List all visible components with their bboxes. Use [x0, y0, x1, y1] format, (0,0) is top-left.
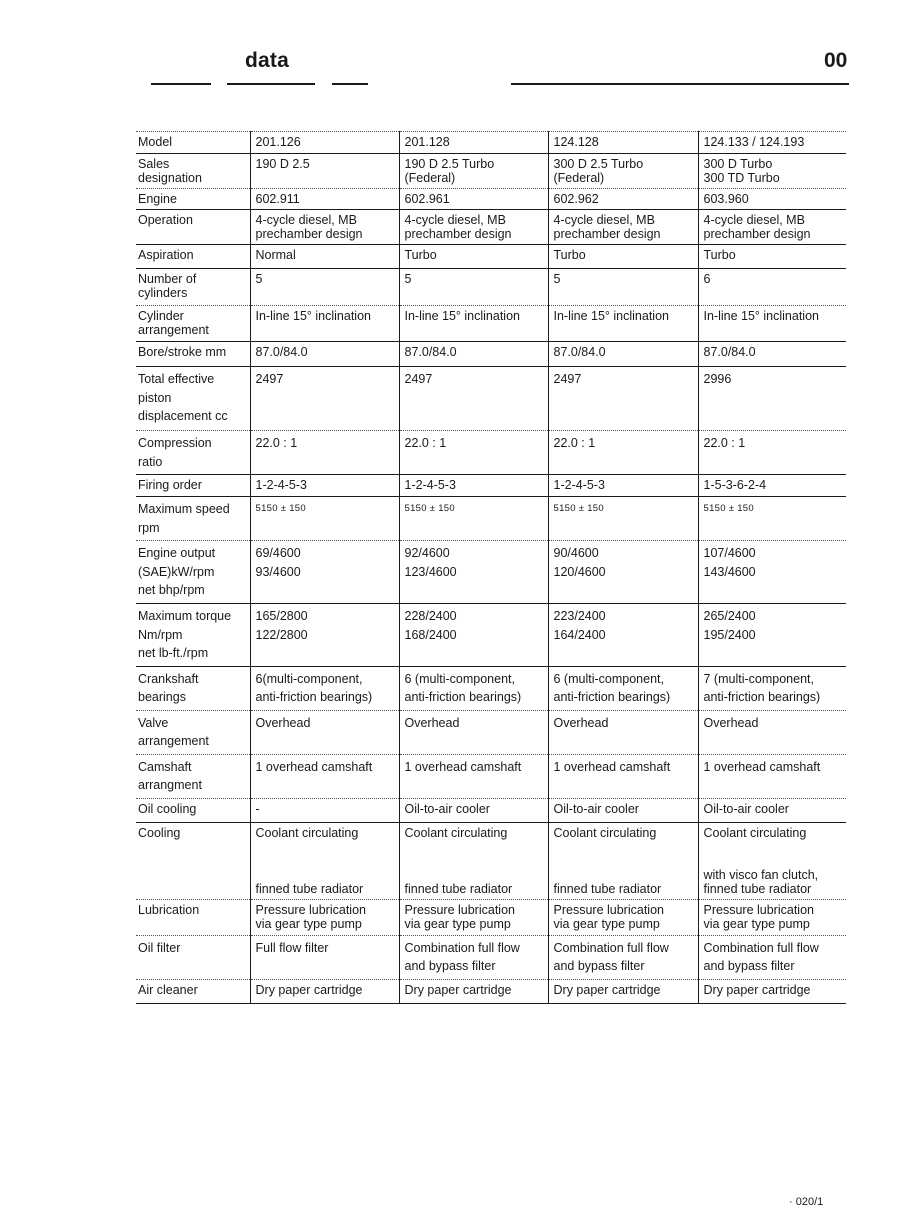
table-cell: 5150 ± 150 [548, 497, 698, 541]
table-cell: Coolant circulating finned tube radiator [399, 822, 548, 899]
table-cell: 107/4600 143/4600 [698, 541, 846, 604]
table-cell: Combination full flow and bypass filter [698, 935, 846, 979]
engine-spec-table [136, 131, 846, 1004]
column-header-124-133: 124.133 / 124.193 [698, 132, 846, 154]
table-cell: 603.960 [698, 189, 846, 210]
table-cell: 1 overhead camshaft [399, 754, 548, 798]
table-cell: 92/4600 123/4600 [399, 541, 548, 604]
table-row [136, 189, 846, 210]
table-cell: 265/2400 195/2400 [698, 604, 846, 667]
table-row [136, 666, 846, 710]
table-cell: 87.0/84.0 [250, 342, 399, 367]
column-header-model: Model [136, 132, 250, 154]
table-cell: - [250, 798, 399, 822]
table-cell: 2996 [698, 367, 846, 431]
table-row [136, 269, 846, 306]
table-cell: Pressure lubrication via gear type pump [698, 899, 846, 935]
table-cell: 165/2800 122/2800 [250, 604, 399, 667]
table-cell: 87.0/84.0 [698, 342, 846, 367]
table-cell: Coolant circulating with visco fan clutch, finned tube radiator [698, 822, 846, 899]
table-cell: Pressure lubrication via gear type pump [548, 899, 698, 935]
table-cell: 5 [548, 269, 698, 306]
row-label: Operation [136, 210, 250, 245]
table-cell: 190 D 2.5 Turbo (Federal) [399, 154, 548, 189]
table-cell: 4-cycle diesel, MB prechamber design [698, 210, 846, 245]
table-cell: 22.0 : 1 [250, 431, 399, 475]
table-row [136, 497, 846, 541]
table-cell: Overhead [250, 710, 399, 754]
row-label: Valve arrangement [136, 710, 250, 754]
header-rule [332, 83, 368, 85]
table-row [136, 604, 846, 667]
table-cell: 22.0 : 1 [548, 431, 698, 475]
table-row [136, 431, 846, 475]
row-label: Cooling [136, 822, 250, 899]
table-cell: 22.0 : 1 [399, 431, 548, 475]
table-cell: Dry paper cartridge [399, 979, 548, 1003]
table-cell: Oil-to-air cooler [399, 798, 548, 822]
row-label: Lubrication [136, 899, 250, 935]
header-rule [227, 83, 315, 85]
table-row [136, 541, 846, 604]
table-cell: 4-cycle diesel, MB prechamber design [250, 210, 399, 245]
table-row [136, 798, 846, 822]
table-cell: 602.961 [399, 189, 548, 210]
row-label: Oil filter [136, 935, 250, 979]
table-cell: 87.0/84.0 [548, 342, 698, 367]
table-row [136, 342, 846, 367]
table-row [136, 935, 846, 979]
table-cell: 4-cycle diesel, MB prechamber design [399, 210, 548, 245]
table-cell: 190 D 2.5 [250, 154, 399, 189]
table-row [136, 154, 846, 189]
table-cell: 1-5-3-6-2-4 [698, 475, 846, 497]
table-row [136, 367, 846, 431]
table-cell: 2497 [399, 367, 548, 431]
row-label: Firing order [136, 475, 250, 497]
table-cell: 6 [698, 269, 846, 306]
row-label: Maximum torque Nm/rpm net lb-ft./rpm [136, 604, 250, 667]
table-cell: 5 [399, 269, 548, 306]
column-header-201-128: 201.128 [399, 132, 548, 154]
table-cell: Coolant circulating finned tube radiator [548, 822, 698, 899]
table-cell: Normal [250, 245, 399, 269]
table-cell: Pressure lubrication via gear type pump [399, 899, 548, 935]
table-cell: Overhead [548, 710, 698, 754]
table-cell: Turbo [548, 245, 698, 269]
table-cell: 90/4600 120/4600 [548, 541, 698, 604]
row-label: Engine [136, 189, 250, 210]
table-row [136, 979, 846, 1003]
table-cell: 5 [250, 269, 399, 306]
row-label: Number of cylinders [136, 269, 250, 306]
section-number: 00 [824, 49, 848, 72]
table-cell: 300 D Turbo 300 TD Turbo [698, 154, 846, 189]
table-cell: In-line 15° inclination [399, 306, 548, 342]
page-heading: data [245, 49, 289, 72]
row-label: Engine output (SAE)kW/rpm net bhp/rpm [136, 541, 250, 604]
table-cell: Dry paper cartridge [548, 979, 698, 1003]
row-label: Compression ratio [136, 431, 250, 475]
table-cell: 2497 [250, 367, 399, 431]
table-cell: Oil-to-air cooler [548, 798, 698, 822]
table-header-row [136, 132, 846, 154]
table-cell: 7 (multi-component, anti-friction bearings) [698, 666, 846, 710]
header-rule [151, 83, 211, 85]
table-cell: Overhead [698, 710, 846, 754]
row-label: Maximum speed rpm [136, 497, 250, 541]
row-label: Bore/stroke mm [136, 342, 250, 367]
row-label: Crankshaft bearings [136, 666, 250, 710]
table-cell: 1 overhead camshaft [698, 754, 846, 798]
table-cell: 602.962 [548, 189, 698, 210]
table-cell: Full flow filter [250, 935, 399, 979]
table-row [136, 475, 846, 497]
table-cell: Oil-to-air cooler [698, 798, 846, 822]
table-cell: 300 D 2.5 Turbo (Federal) [548, 154, 698, 189]
table-cell: In-line 15° inclination [250, 306, 399, 342]
row-label: Oil cooling [136, 798, 250, 822]
table-cell: Turbo [399, 245, 548, 269]
table-cell: 6 (multi-component, anti-friction bearings) [548, 666, 698, 710]
table-row [136, 754, 846, 798]
row-label: Aspiration [136, 245, 250, 269]
header-rule [511, 83, 849, 85]
table-cell: 1 overhead camshaft [548, 754, 698, 798]
table-cell: 5150 ± 150 [698, 497, 846, 541]
table-cell: 602.911 [250, 189, 399, 210]
table-cell: Turbo [698, 245, 846, 269]
table-row [136, 710, 846, 754]
table-row [136, 899, 846, 935]
table-cell: 6(multi-component, anti-friction bearings) [250, 666, 399, 710]
row-label: Sales designation [136, 154, 250, 189]
table-cell: 2497 [548, 367, 698, 431]
table-cell: 5150 ± 150 [399, 497, 548, 541]
row-label: Total effective piston displacement cc [136, 367, 250, 431]
table-cell: 5150 ± 150 [250, 497, 399, 541]
table-cell: Coolant circulating finned tube radiator [250, 822, 399, 899]
table-cell: 1-2-4-5-3 [250, 475, 399, 497]
table-cell: 69/4600 93/4600 [250, 541, 399, 604]
table-cell: Pressure lubrication via gear type pump [250, 899, 399, 935]
row-label: Air cleaner [136, 979, 250, 1003]
table-cell: 1-2-4-5-3 [548, 475, 698, 497]
row-label: Camshaft arrangment [136, 754, 250, 798]
table-cell: 1 overhead camshaft [250, 754, 399, 798]
table-cell: Combination full flow and bypass filter [548, 935, 698, 979]
column-header-201-126: 201.126 [250, 132, 399, 154]
table-row [136, 210, 846, 245]
table-cell: In-line 15° inclination [698, 306, 846, 342]
table-cell: 22.0 : 1 [698, 431, 846, 475]
table-cell: 223/2400 164/2400 [548, 604, 698, 667]
table-cell: 1-2-4-5-3 [399, 475, 548, 497]
column-header-124-128: 124.128 [548, 132, 698, 154]
table-cell: Dry paper cartridge [250, 979, 399, 1003]
table-row [136, 245, 846, 269]
table-cell: 87.0/84.0 [399, 342, 548, 367]
table-cell: In-line 15° inclination [548, 306, 698, 342]
table-cell: 4-cycle diesel, MB prechamber design [548, 210, 698, 245]
page-reference: · 020/1 [789, 1196, 824, 1208]
table-row [136, 822, 846, 899]
table-cell: Overhead [399, 710, 548, 754]
table-row [136, 306, 846, 342]
table-cell: 6 (multi-component, anti-friction bearings) [399, 666, 548, 710]
table-cell: Dry paper cartridge [698, 979, 846, 1003]
table-cell: Combination full flow and bypass filter [399, 935, 548, 979]
table-cell: 228/2400 168/2400 [399, 604, 548, 667]
row-label: Cylinder arrangement [136, 306, 250, 342]
